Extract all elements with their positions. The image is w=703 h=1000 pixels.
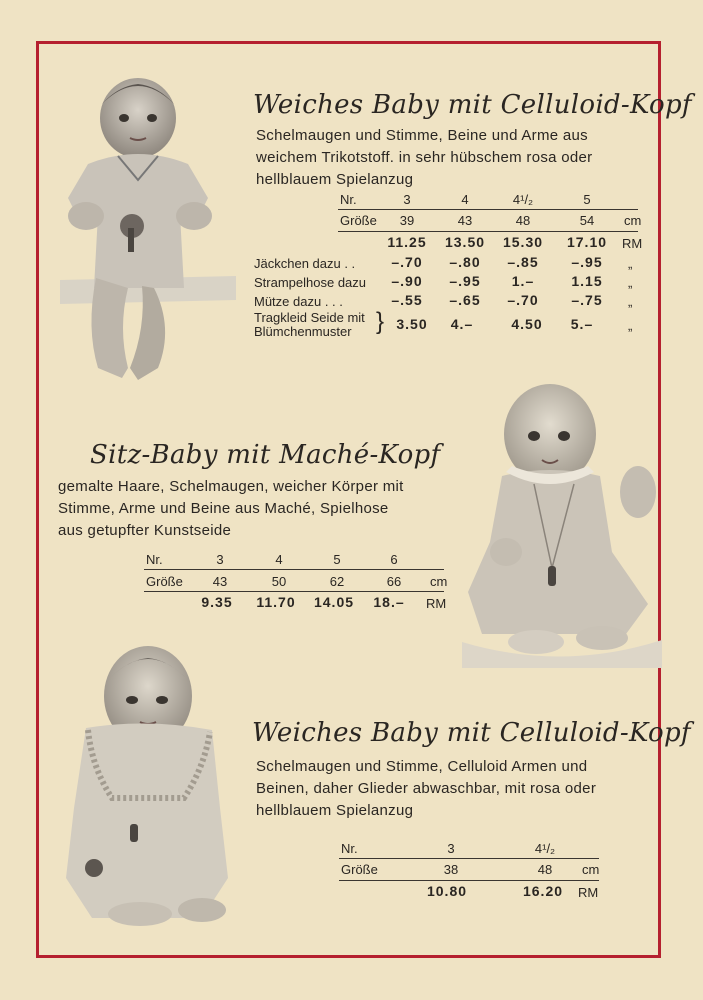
nr-cell: 4: [461, 192, 469, 207]
nr-cell: 3: [216, 552, 224, 567]
nr-cell: 5: [333, 552, 341, 567]
size-cell: 54: [579, 213, 595, 228]
extra-price: 1.15: [571, 273, 603, 289]
product3-desc-line: Schelmaugen und Stimme, Celluloid Armen und: [256, 758, 588, 775]
size-unit: cm: [430, 574, 448, 589]
size-label: Größe: [341, 862, 378, 877]
extra-label: Strampelhose dazu: [254, 275, 367, 290]
product1-title: Weiches Baby mit Celluloid-Kopf: [253, 90, 692, 120]
price-cell: 14.05: [313, 594, 355, 610]
extra-price: –.85: [507, 254, 539, 270]
tragkleid-price: 4.50: [511, 316, 543, 332]
ditto-mark: „: [628, 256, 633, 271]
product3-desc-line: hellblauem Spielanzug: [256, 802, 414, 819]
ditto-mark: „: [628, 275, 633, 290]
price-unit: RM: [426, 596, 447, 611]
extra-price: –.75: [571, 292, 603, 308]
nr-cell: 5: [583, 192, 591, 207]
nr-cell: 3: [403, 192, 411, 207]
size-cell: 66: [386, 574, 402, 589]
size-unit: cm: [624, 213, 642, 228]
product1-desc-line: hellblauem Spielanzug: [256, 171, 414, 188]
price-unit: RM: [622, 236, 643, 251]
price-unit: RM: [578, 885, 599, 900]
product2-desc-line: Stimme, Arme und Beine aus Maché, Spielhose: [58, 500, 389, 517]
extra-label: Jäckchen dazu . .: [254, 256, 356, 271]
extra-price: –.65: [449, 292, 481, 308]
size-cell: 50: [271, 574, 287, 589]
extra-label: Mütze dazu . . .: [254, 294, 343, 309]
price-cell: 9.35: [201, 594, 233, 610]
tragkleid-price: 5.–: [570, 316, 594, 332]
size-cell: 62: [329, 574, 345, 589]
size-cell: 48: [537, 862, 553, 877]
product1-desc-line: weichem Trikotstoff. in sehr hübschem rosa oder: [256, 149, 593, 166]
table-rule: [339, 858, 599, 859]
ditto-mark: „: [628, 318, 633, 333]
tragkleid-label: Tragkleid Seide mit: [254, 310, 365, 325]
price-cell: 16.20: [522, 883, 564, 899]
tragkleid-price: 4.–: [450, 316, 474, 332]
size-unit: cm: [582, 862, 600, 877]
size-cell: 39: [399, 213, 415, 228]
nr-label: Nr.: [341, 841, 358, 856]
nr-label: Nr.: [340, 192, 357, 207]
brace-mark: }: [376, 308, 385, 335]
size-cell: 43: [212, 574, 228, 589]
nr-cell: 4: [275, 552, 283, 567]
nr-label: Nr.: [146, 552, 163, 567]
product3-title: Weiches Baby mit Celluloid-Kopf: [252, 718, 691, 748]
extra-price: –.95: [571, 254, 603, 270]
price-cell: 15.30: [502, 234, 544, 250]
tragkleid-price: 3.50: [396, 316, 428, 332]
nr-cell: 4¹/₂: [512, 192, 534, 207]
price-cell: 11.25: [387, 234, 427, 250]
tragkleid-label: Blümchenmuster: [254, 324, 352, 339]
product3-desc-line: Beinen, daher Glieder abwaschbar, mit rosa oder: [256, 780, 597, 797]
size-label: Größe: [340, 213, 377, 228]
nr-cell: 4¹/₂: [534, 841, 556, 856]
extra-price: –.90: [391, 273, 423, 289]
extra-price: –.80: [449, 254, 481, 270]
product1-desc-line: Schelmaugen und Stimme, Beine und Arme aus: [256, 127, 588, 144]
price-cell: 18.–: [373, 594, 405, 610]
size-cell: 43: [457, 213, 473, 228]
product2-desc-line: gemalte Haare, Schelmaugen, weicher Körper mit: [58, 478, 404, 495]
nr-cell: 3: [447, 841, 455, 856]
product2-title: Sitz-Baby mit Maché-Kopf: [90, 440, 441, 470]
table-rule: [339, 880, 599, 881]
size-cell: 48: [515, 213, 531, 228]
extra-price: –.70: [507, 292, 539, 308]
price-cell: 11.70: [256, 594, 296, 610]
price-cell: 17.10: [566, 234, 608, 250]
extra-price: –.55: [391, 292, 423, 308]
product2-desc-line: aus getupfter Kunstseide: [58, 522, 232, 539]
price-cell: 10.80: [426, 883, 468, 899]
extra-price: 1.–: [511, 273, 535, 289]
size-cell: 38: [443, 862, 459, 877]
ditto-mark: „: [628, 294, 633, 309]
extra-price: –.95: [449, 273, 481, 289]
extra-price: –.70: [391, 254, 423, 270]
price-cell: 13.50: [444, 234, 486, 250]
size-label: Größe: [146, 574, 183, 589]
nr-cell: 6: [390, 552, 398, 567]
